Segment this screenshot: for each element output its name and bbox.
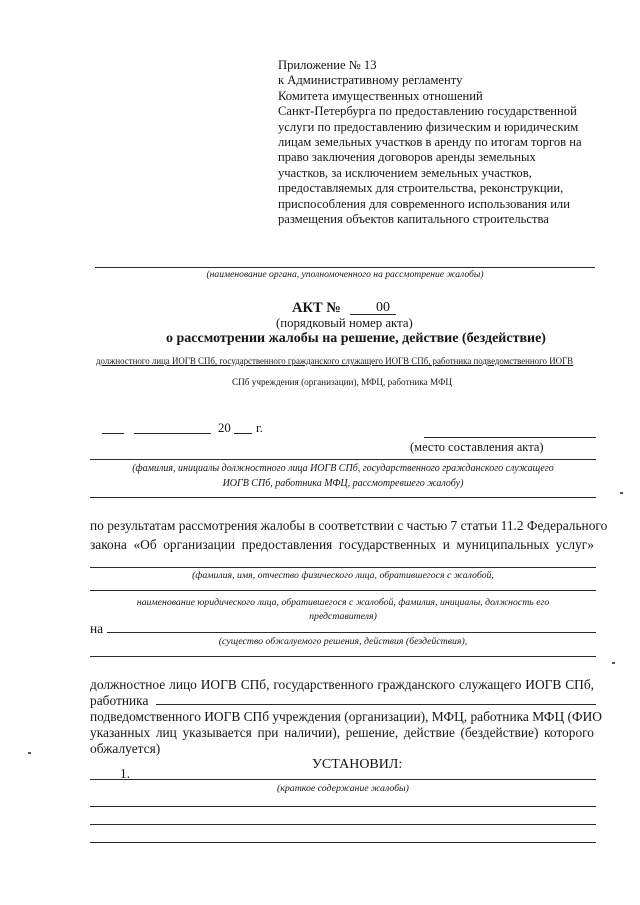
date-month-line[interactable]	[134, 433, 211, 434]
header-line: размещения объектов капитального строительства	[278, 212, 549, 227]
applicant-caption: (фамилия, имя, отчество физического лица, обратившегося с жалобой,	[192, 570, 494, 581]
header-line: лицам земельных участков в аренду по итогам торгов на	[278, 135, 582, 150]
official-type-line2: СПб учреждения (организации), МФЦ, работника МФЦ	[232, 377, 452, 387]
date-day-line[interactable]	[102, 433, 124, 434]
summary-field-line-4[interactable]	[90, 842, 596, 843]
scan-speck	[28, 752, 31, 754]
applicant-field-line-2[interactable]	[90, 590, 596, 591]
applicant-field-line[interactable]	[90, 567, 596, 568]
header-line: Комитета имущественных отношений	[278, 88, 483, 103]
reviewer-field-line-2[interactable]	[90, 497, 596, 498]
act-title: АКТ №	[292, 300, 341, 316]
results-line1: по результатам рассмотрения жалобы в соответствии с частью 7 статьи 11.2 Федерального	[90, 518, 608, 533]
act-number: 00	[376, 300, 390, 315]
summary-field-line[interactable]	[90, 779, 596, 780]
header-line: Санкт-Петербурга по предоставлению государственной	[278, 104, 577, 119]
act-number-caption: (порядковый номер акта)	[276, 316, 413, 330]
official-paragraph-line1: должностное лицо ИОГВ СПб, государственного гражданского служащего ИОГВ СПб,	[90, 677, 594, 692]
summary-field-line-2[interactable]	[90, 806, 596, 807]
header-line: к Административному регламенту	[278, 73, 463, 88]
official-paragraph-line2: работника	[90, 693, 149, 708]
place-line[interactable]	[424, 437, 596, 438]
reviewer-caption-line2: ИОГВ СПб, работника МФЦ, рассмотревшего жалобу)	[222, 478, 464, 489]
official-name-field-line[interactable]	[156, 704, 596, 705]
scan-speck	[612, 662, 615, 664]
results-line2: закона «Об организации предоставления государственных и муниципальных услуг»	[90, 537, 594, 552]
item-number: 1.	[120, 766, 131, 781]
act-subtitle: о рассмотрении жалобы на решение, действие (бездействие)	[166, 331, 546, 346]
on-label: на	[90, 621, 104, 636]
subject-field-line-2[interactable]	[90, 656, 596, 657]
date-year-line[interactable]	[234, 433, 252, 434]
established-heading: УСТАНОВИЛ:	[312, 757, 403, 772]
official-paragraph-line3: подведомственного ИОГВ СПб учреждения (организации), МФЦ, работника МФЦ (ФИО	[90, 709, 602, 724]
summary-caption: (краткое содержание жалобы)	[277, 783, 409, 794]
header-line: участков, за исключением земельных участков,	[278, 165, 532, 180]
date-year-suffix: г.	[256, 421, 264, 435]
organ-field-line[interactable]	[95, 267, 595, 268]
date-year-prefix: 20	[218, 421, 231, 435]
reviewer-caption-line1: (фамилия, инициалы должностного лица ИОГВ СПб, государственного гражданского служащего	[132, 463, 554, 474]
appendix-header	[278, 58, 582, 227]
header-line: Приложение № 13	[278, 58, 377, 72]
header-line: предоставляемых для строительства, реконструкции,	[278, 181, 564, 196]
place-caption: (место составления акта)	[410, 440, 544, 454]
official-paragraph-line4: указанных лиц указывается при наличии), решение, действие (бездействие) которого	[90, 725, 594, 740]
summary-field-line-3[interactable]	[90, 824, 596, 825]
reviewer-field-line[interactable]	[90, 459, 596, 460]
subject-field-line[interactable]	[107, 632, 596, 633]
header-line: услуги по предоставлению физическим и юридическим	[278, 119, 579, 134]
header-line: право заключения договоров аренды земельных	[278, 150, 536, 165]
official-type-line1: должностного лица ИОГВ СПб, государственного гражданского служащего ИОГВ СПб, работника подведомственного ИОГВ	[96, 356, 574, 366]
organ-caption: (наименование органа, уполномоченного на рассмотрение жалобы)	[206, 269, 484, 280]
header-line: приспособления для современного использования или	[278, 196, 570, 211]
scan-speck	[620, 492, 623, 494]
legal-caption-line1: наименование юридического лица, обратившегося с жалобой, фамилия, инициалы, должность его	[136, 597, 550, 608]
legal-caption-line2: представителя)	[309, 611, 377, 622]
subject-caption: (существо обжалуемого решения, действия (бездействия),	[218, 636, 468, 647]
official-paragraph-line5: обжалуется)	[90, 741, 161, 756]
